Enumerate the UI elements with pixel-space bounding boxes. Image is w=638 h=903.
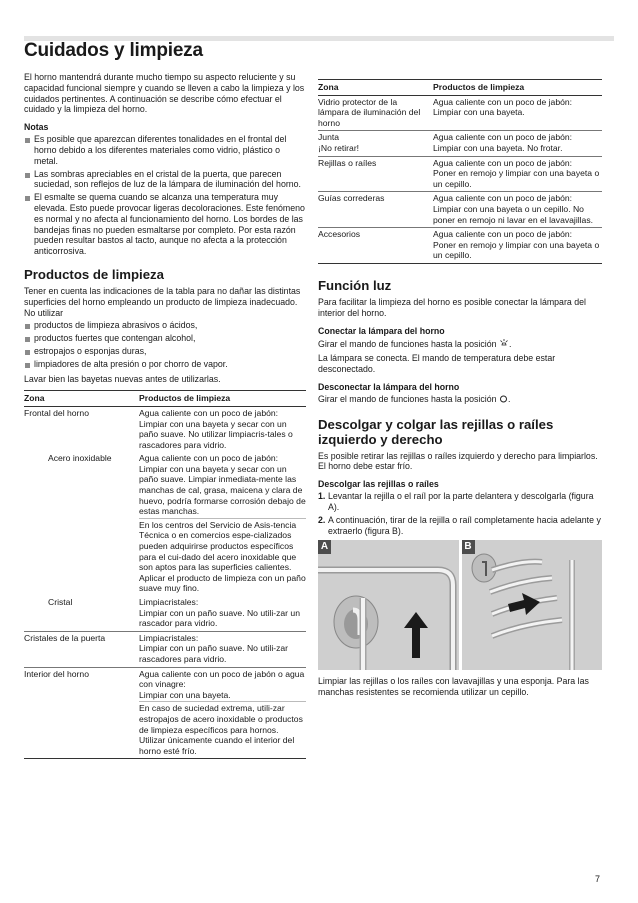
table-cell-productos — [139, 452, 306, 596]
list-item: Las sombras apreciables en el cristal de la puerta, que parecen suciedad, son reflejos de luz de la lámpara de iluminación del horno. — [24, 169, 306, 191]
section-heading-rejillas: Descolgar y colgar las rejillas o raíles izquierdo y derecho — [318, 416, 554, 447]
list-item — [318, 515, 602, 537]
list-item: productos fuertes que contengan alcohol, — [24, 333, 306, 344]
list-item: productos de limpieza abrasivos o ácidos, — [24, 320, 306, 331]
table-row — [318, 95, 602, 131]
table-row — [24, 667, 306, 759]
table-cell-productos: Agua caliente con un poco de jabón: Limpiar con una bayeta. — [433, 96, 573, 118]
table-cell-zona: Cristal — [48, 597, 73, 608]
column-header-productos: Productos de limpieza — [139, 391, 306, 407]
table-row — [318, 156, 602, 192]
table-cell-zona: Acero inoxidable — [48, 453, 112, 464]
rejillas-outro: Limpiar las rejillas o los raíles con lavavajillas y una esponja. Para las manchas resistentes se recomienda utilizar un cepillo. — [318, 676, 589, 698]
rejillas-intro: Es posible retirar las rejillas o raíles izquierdo y derecho para limpiarlos. El horno debe estar frío. — [318, 450, 598, 472]
table-cell-productos — [139, 596, 306, 631]
table-cell-zona: Junta ¡No retirar! — [318, 131, 433, 156]
notes-heading: Notas — [24, 122, 49, 133]
page-title: Cuidados y limpieza — [24, 40, 203, 61]
table-cell-productos: Agua caliente con un poco de jabón: Limpiar con una bayeta. No frotar. — [433, 131, 602, 156]
table-cell-zona: Frontal del horno — [24, 406, 139, 452]
section-heading-productos: Productos de limpieza — [24, 266, 164, 282]
cell-text: Agua caliente con un poco de jabón: Limpiar con una bayeta y secar con un paño suave. No utilizar limpiacris-tales o rascadores para vidrio. — [139, 407, 293, 450]
list-item — [318, 491, 602, 513]
luz-off-heading: Desconectar la lámpara del horno — [318, 381, 460, 392]
luz-on-text2: La lámpara se conecta. El mando de temperatura debe estar desconectado. — [318, 353, 556, 375]
table-cell-productos — [139, 667, 306, 759]
table-cell-productos — [139, 631, 306, 667]
table-cell-productos — [139, 406, 306, 452]
table-row — [24, 406, 306, 452]
lamp-icon — [499, 338, 509, 348]
step-text: Levantar la rejilla o el raíl por la parte delantera y descolgarla (figura A). — [328, 491, 594, 513]
productos-intro: Tener en cuenta las indicaciones de la tabla para no dañar las distintas superficies del horno empleando un producto de limpieza inadecuado. No utilizar — [24, 285, 301, 318]
figure-label-b: B — [462, 540, 475, 554]
cleaning-table-right — [318, 79, 602, 264]
rejillas-sub-heading: Descolgar las rejillas o raíles — [318, 479, 439, 490]
luz-intro: Para facilitar la limpieza del horno es posible conectar la lámpara del interior del horno. — [318, 296, 586, 318]
step-number: 1. — [318, 491, 326, 502]
cell-text: Limpiacristales: Limpiar con un paño suave. No utili-zar rascadores para vidrio. — [139, 632, 289, 664]
step-number: 2. — [318, 514, 326, 525]
list-item: Es posible que aparezcan diferentes tonalidades en el frontal del horno debido a los diferentes materiales como vidrio, plástico o metal. — [24, 134, 306, 166]
cleaning-table-left — [24, 390, 306, 759]
luz-off-instruction: Girar el mando de funciones hasta la posición — [318, 393, 497, 404]
luz-on-heading: Conectar la lámpara del horno — [318, 325, 445, 336]
table-cell-productos: Agua caliente con un poco de jabón: Limpiar con una bayeta o un cepillo. No poner en remojo ni lavar en el lavavajillas. — [433, 192, 602, 228]
table-cell-productos: Agua caliente con un poco de jabón: Poner en remojo y limpiar con una bayeta o un cepillo. — [433, 228, 602, 264]
right-column — [318, 79, 602, 698]
table-cell-zona: Interior del horno — [24, 667, 139, 759]
figure-b — [462, 540, 603, 670]
table-row — [24, 631, 306, 667]
table-row — [24, 596, 306, 631]
luz-off-text: Girar el mando de funciones hasta la posición . — [318, 393, 511, 404]
column-header-zona: Zona — [24, 391, 139, 407]
table-cell-productos: Agua caliente con un poco de jabón: Poner en remojo y limpiar con una bayeta o un cepillo. — [433, 156, 602, 192]
figures — [318, 540, 602, 670]
notes-list — [24, 134, 306, 257]
rack-pull-illustration — [462, 540, 603, 670]
table-cell-zona: Guías correderas — [318, 192, 433, 228]
luz-on-text: Girar el mando de funciones hasta la posición . — [318, 338, 512, 349]
cell-text: En caso de suciedad extrema, utili-zar estropajos de acero inoxidable o productos de limpieza específicos para hornos. Utilizar únicamente cuando el interior del horno esté frío. — [139, 701, 306, 756]
table-row — [24, 452, 306, 596]
table-cell-zona: Cristales de la puerta — [24, 631, 139, 667]
page-number: 7 — [595, 874, 601, 884]
rack-lift-illustration — [318, 540, 459, 670]
cell-text: Agua caliente con un poco de jabón: Limpiar con una bayeta y secar con un paño suave. Limpiar inmediata-mente las manchas de cal, grasa, maicena y clara de huevo, podría formarse corrosión debajo de estas manchas. — [139, 453, 306, 517]
cell-text: En los centros del Servicio de Asis-tencia Técnica o en comercios espe-cializados pueden adquirirse productos específicos para el cui-dado del acero inoxidable que son aptos para las superficies calientes. Aplicar el producto de limpieza con un paño suave muy fino. — [139, 519, 306, 594]
cell-text: Agua caliente con un poco de jabón o agua con vinagre: Limpiar con una bayeta. — [139, 668, 305, 700]
column-header-zona: Zona — [318, 80, 433, 96]
list-item: limpiadores de alta presión o por chorro de vapor. — [24, 359, 306, 370]
figure-a — [318, 540, 459, 670]
table-cell-zona: Rejillas o raíles — [318, 156, 433, 192]
table-row — [318, 192, 602, 228]
off-circle-icon — [499, 394, 508, 403]
list-item: El esmalte se quema cuando se alcanza una temperatura muy elevada. Esto puede provocar ligeras decoloraciones. Este fenómeno es normal y no afecta al funcionamiento del horno. Los bordes de las bandejas finas no pueden esmaltarse por completo. Por esta razón pueden resultar bastos al tacto, aunque no afecta a la protección anticorrosiva. — [24, 192, 306, 257]
left-column — [24, 72, 306, 759]
table-row — [318, 228, 602, 264]
list-item: estropajos o esponjas duras, — [24, 346, 306, 357]
intro-paragraph: El horno mantendrá durante mucho tiempo su aspecto reluciente y su capacidad funcional siempre y cuando se lleven a cabo la limpieza y los cuidados pertinentes. A continuación se describe cómo efectuar el cuidado y la limpieza del horno. — [24, 72, 305, 115]
productos-list — [24, 320, 306, 369]
section-heading-luz: Función luz — [318, 277, 392, 293]
luz-on-instruction: Girar el mando de funciones hasta la posición — [318, 338, 497, 349]
productos-outro: Lavar bien las bayetas nuevas antes de utilizarlas. — [24, 373, 221, 384]
table-cell-zona: Accesorios — [318, 228, 433, 264]
step-text: A continuación, tirar de la rejilla o raíl completamente hacia adelante y extraerlo (figura B). — [328, 514, 601, 536]
figure-label-a: A — [318, 540, 331, 554]
cell-text: Limpiacristales: Limpiar con un paño suave. No utili-zar un rascador para vidrio. — [139, 597, 300, 629]
table-cell-zona: Vidrio protector de la lámpara de iluminación del horno — [318, 96, 421, 128]
table-row — [318, 131, 602, 156]
column-header-productos: Productos de limpieza — [433, 80, 602, 96]
rejillas-steps — [318, 491, 602, 536]
